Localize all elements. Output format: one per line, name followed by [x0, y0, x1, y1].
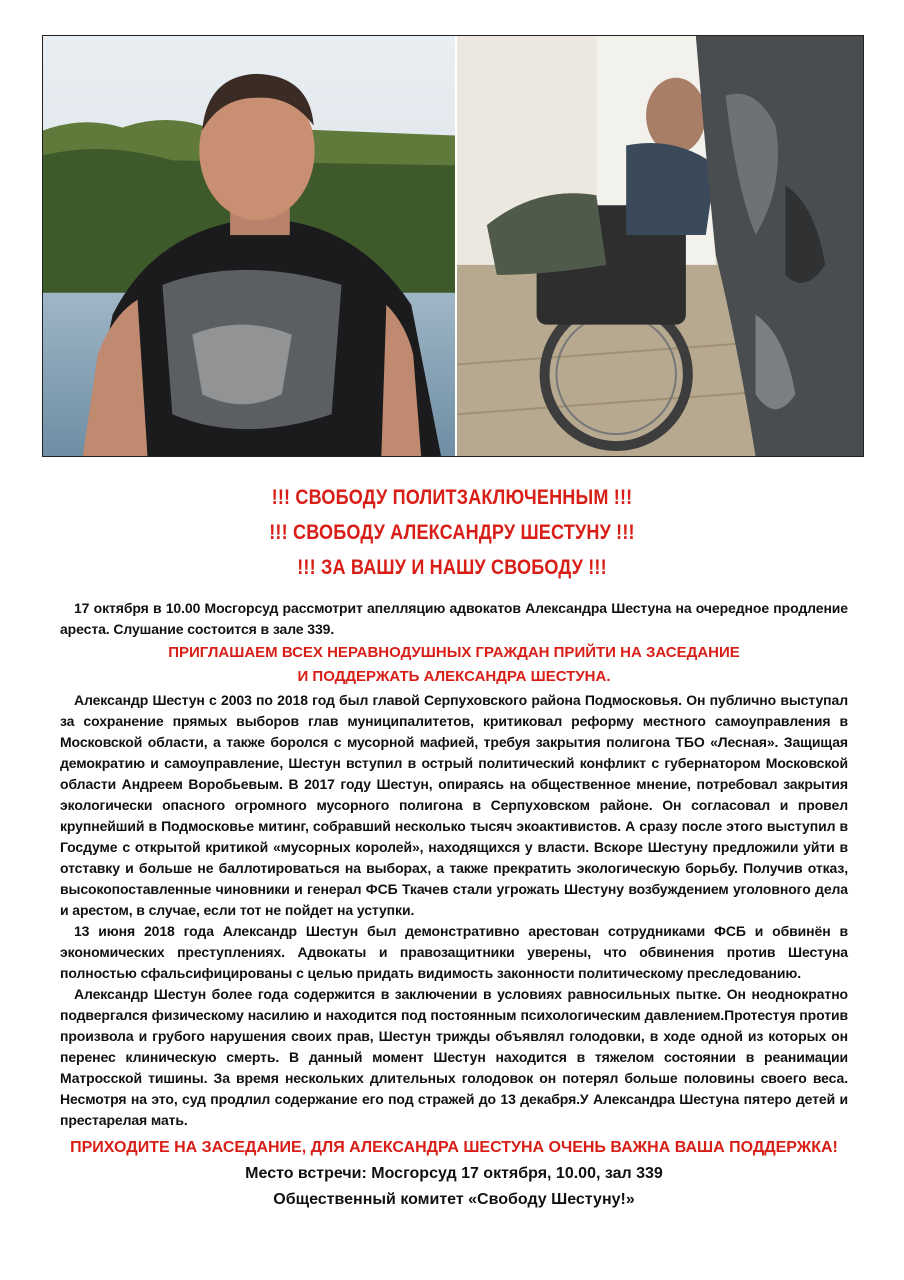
paragraph-background: Александр Шестун с 2003 по 2018 год был главой Серпуховского района Подмосковья. Он публично выступал за сохранение прямых выборов глав муниципалитетов, критиковал реформу местного самоуправления в Московской области, а также боролся с мусорной мафией, требуя закрытия полигона ТБО «Лесная». Защищая демократию и самоуправление, Шестун вступил в острый политический конфликт с губернатором Московской области Андреем Воробьевым. В 2017 году Шестун, опираясь на общественное мнение, потребовал закрытия экологически опасного огромного мусорного полигона в Серпуховском районе. Он согласовал и провел крупнейший в Подмосковье митинг, собравший несколько тысяч экоактивистов. А сразу после этого выступил в Госдуме с открытой критикой «мусорных королей», находящихся у власти. Вскоре Шестуну предложили уйти в отставку и больше не баллотироваться на выборах, а также прекратить экологическую борьбу. Получив отказ, высокопоставленные чиновники и генерал ФСБ Ткачев стали угрожать Шестуну возбуждением уголовного дела и арестом, в случае, если тот не пойдет на уступки. — [60, 692, 848, 918]
intro-paragraph: 17 октября в 10.00 Мосгорсуд рассмотрит апелляцию адвокатов Александра Шестуна на очередное продление ареста. Слушание состоится в зале 339. — [60, 600, 848, 637]
article-body — [60, 598, 848, 1213]
headline-political-prisoners: !!! СВОБОДУ ПОЛИТЗАКЛЮЧЕННЫМ !!! — [271, 486, 633, 509]
call-to-action: ПРИХОДИТЕ НА ЗАСЕДАНИЕ, ДЛЯ АЛЕКСАНДРА ШЕСТУНА ОЧЕНЬ ВАЖНА ВАША ПОДДЕРЖКА! — [70, 1139, 838, 1156]
headline-free-shestun: !!! СВОБОДУ АЛЕКСАНДРУ ШЕСТУНУ !!! — [269, 521, 635, 544]
meeting-place: Место встречи: Мосгорсуд 17 октября, 10.00, зал 339 — [245, 1165, 663, 1182]
man-portrait-photo — [43, 36, 457, 456]
paragraph-detention: Александр Шестун более года содержится в заключении в условиях равносильных пытке. Он неоднократно подвергался физическому насилию и находится под постоянным психологическим давлением.Протестуя против произвола и грубого нарушения своих прав, Шестун трижды объявлял голодовки, в ходе одной из которых он перенес клиническую смерть. В данный момент Шестун находится в тяжелом состоянии в реанимации Матросской тишины. За время нескольких длительных голодовок он потерял больше половины своего веса. Несмотря на это, суд продлил содержание его под стражей до 13 декабря.У Александра Шестуна пятеро детей и престарелая мать. — [60, 986, 848, 1128]
photo-banner — [42, 35, 864, 457]
headline-our-freedom: !!! ЗА ВАШУ И НАШУ СВОБОДУ !!! — [297, 556, 607, 579]
headline-block — [0, 480, 904, 585]
wheelchair-escort-photo — [457, 36, 863, 456]
invite-line-2: И ПОДДЕРЖАТЬ АЛЕКСАНДРА ШЕСТУНА. — [297, 668, 611, 685]
paragraph-arrest: 13 июня 2018 года Александр Шестун был демонстративно арестован сотрудниками ФСБ и обвинён в экономических преступлениях. Адвокаты и правозащитники уверены, что обвинения против Шестуна полностью сфальсифицированы с целью придать видимость законности политическому преследованию. — [60, 923, 848, 981]
committee-signature: Общественный комитет «Свободу Шестуну!» — [273, 1191, 635, 1208]
invite-line-1: ПРИГЛАШАЕМ ВСЕХ НЕРАВНОДУШНЫХ ГРАЖДАН ПРИЙТИ НА ЗАСЕДАНИЕ — [168, 644, 740, 661]
